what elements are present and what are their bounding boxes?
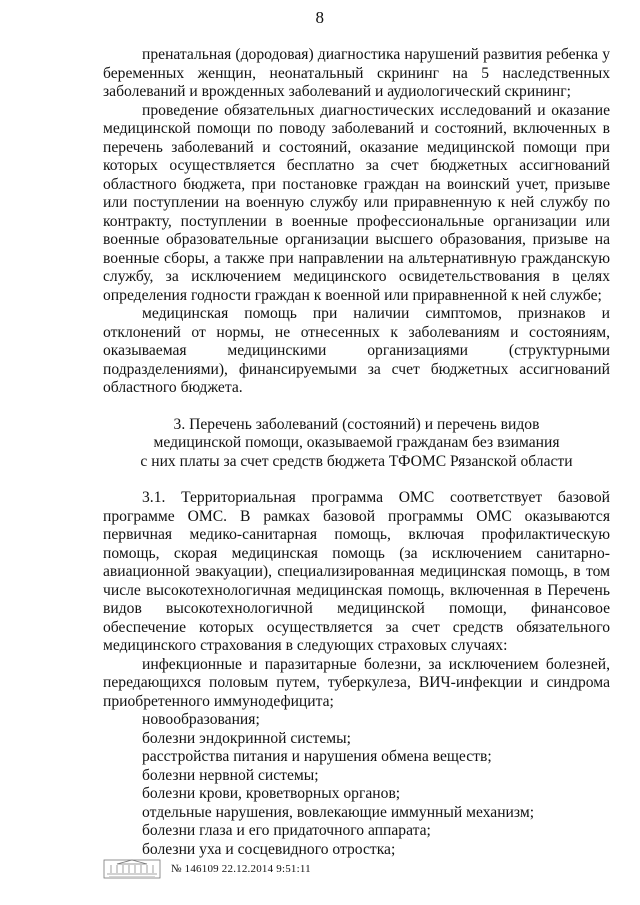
document-footer xyxy=(103,858,523,880)
paragraph-symptoms: медицинская помощь при наличии симптомов, признаков и отклонений от нормы, не отнесенных к заболеваниям и состояниям, оказываемая медицинскими организациями (структурными подразделениями), финансируемыми за счет бюджетных ассигнований областного бюджета. xyxy=(103,305,610,396)
section-heading-line: 3. Перечень заболеваний (состояний) и перечень видов xyxy=(173,415,540,433)
section-heading-line: медицинской помощи, оказываемой гражданам без взимания xyxy=(153,434,560,451)
paragraph-military: проведение обязательных диагностических исследований и оказание медицинской помощи по поводу заболеваний и состояний, включенных в перечень заболеваний и состояний, оказание медицинской помощи при которых осуществляется бесплатно за счет бюджетных ассигнований областного бюджета, при постановке граждан на воинский учет, призыве или поступлении на военную службу или приравненную к ней службу по контракту, поступлении в военные профессиональные организации или военные образовательные организации высшего образования, призыве на военные сборы, а также при направлении на альтернативную гражданскую службу, за исключением медицинского освидетельствования в целях определения годности граждан к военной или приравненной к ней службе; xyxy=(103,101,610,304)
section-heading xyxy=(103,416,610,472)
list-item: болезни нервной системы; xyxy=(142,766,319,784)
list-item: новообразования; xyxy=(142,711,260,728)
section-heading-line: с них платы за счет средств бюджета ТФОМС Рязанской области xyxy=(140,452,573,470)
registration-stamp-text: № 146109 22.12.2014 9:51:11 xyxy=(171,863,311,875)
list-item: расстройства питания и нарушения обмена веществ; xyxy=(142,748,492,765)
list-item: болезни уха и сосцевидного отростка; xyxy=(142,840,396,858)
list-item: болезни эндокринной системы; xyxy=(142,729,351,747)
building-stamp-icon xyxy=(103,858,161,880)
paragraph-infectious: инфекционные и паразитарные болезни, за исключением болезней, передающихся половым путем, туберкулеза, ВИЧ-инфекции и синдрома приобретенного иммунодефицита; xyxy=(103,655,610,710)
list-item: отдельные нарушения, вовлекающие иммунный механизм; xyxy=(142,803,535,821)
paragraph-3-1: 3.1. Территориальная программа ОМС соответствует базовой программе ОМС. В рамках базовой программы ОМС оказываются первичная медико-санитарная помощь, включая профилактическую помощь, скорая медицинская помощь (за исключением санитарно-авиационной эвакуации), специализированная медицинская помощь, в том числе высокотехнологичная медицинская помощь, включенная в Перечень видов высокотехнологичной медицинской помощи, финансовое обеспечение которых осуществляется за счет средств обязательного медицинского страхования в следующих страховых случаях: xyxy=(103,489,610,654)
paragraph-prenatal: пренатальная (дородовая) диагностика нарушений развития ребенка у беременных женщин, неонатальный скрининг на 5 наследственных заболеваний и врожденных заболеваний и аудиологический скрининг; xyxy=(103,46,610,100)
list-item: болезни крови, кроветворных органов; xyxy=(142,785,401,802)
document-body xyxy=(103,46,610,859)
page-number: 8 xyxy=(315,8,325,27)
list-item: болезни глаза и его придаточного аппарата; xyxy=(142,822,431,839)
